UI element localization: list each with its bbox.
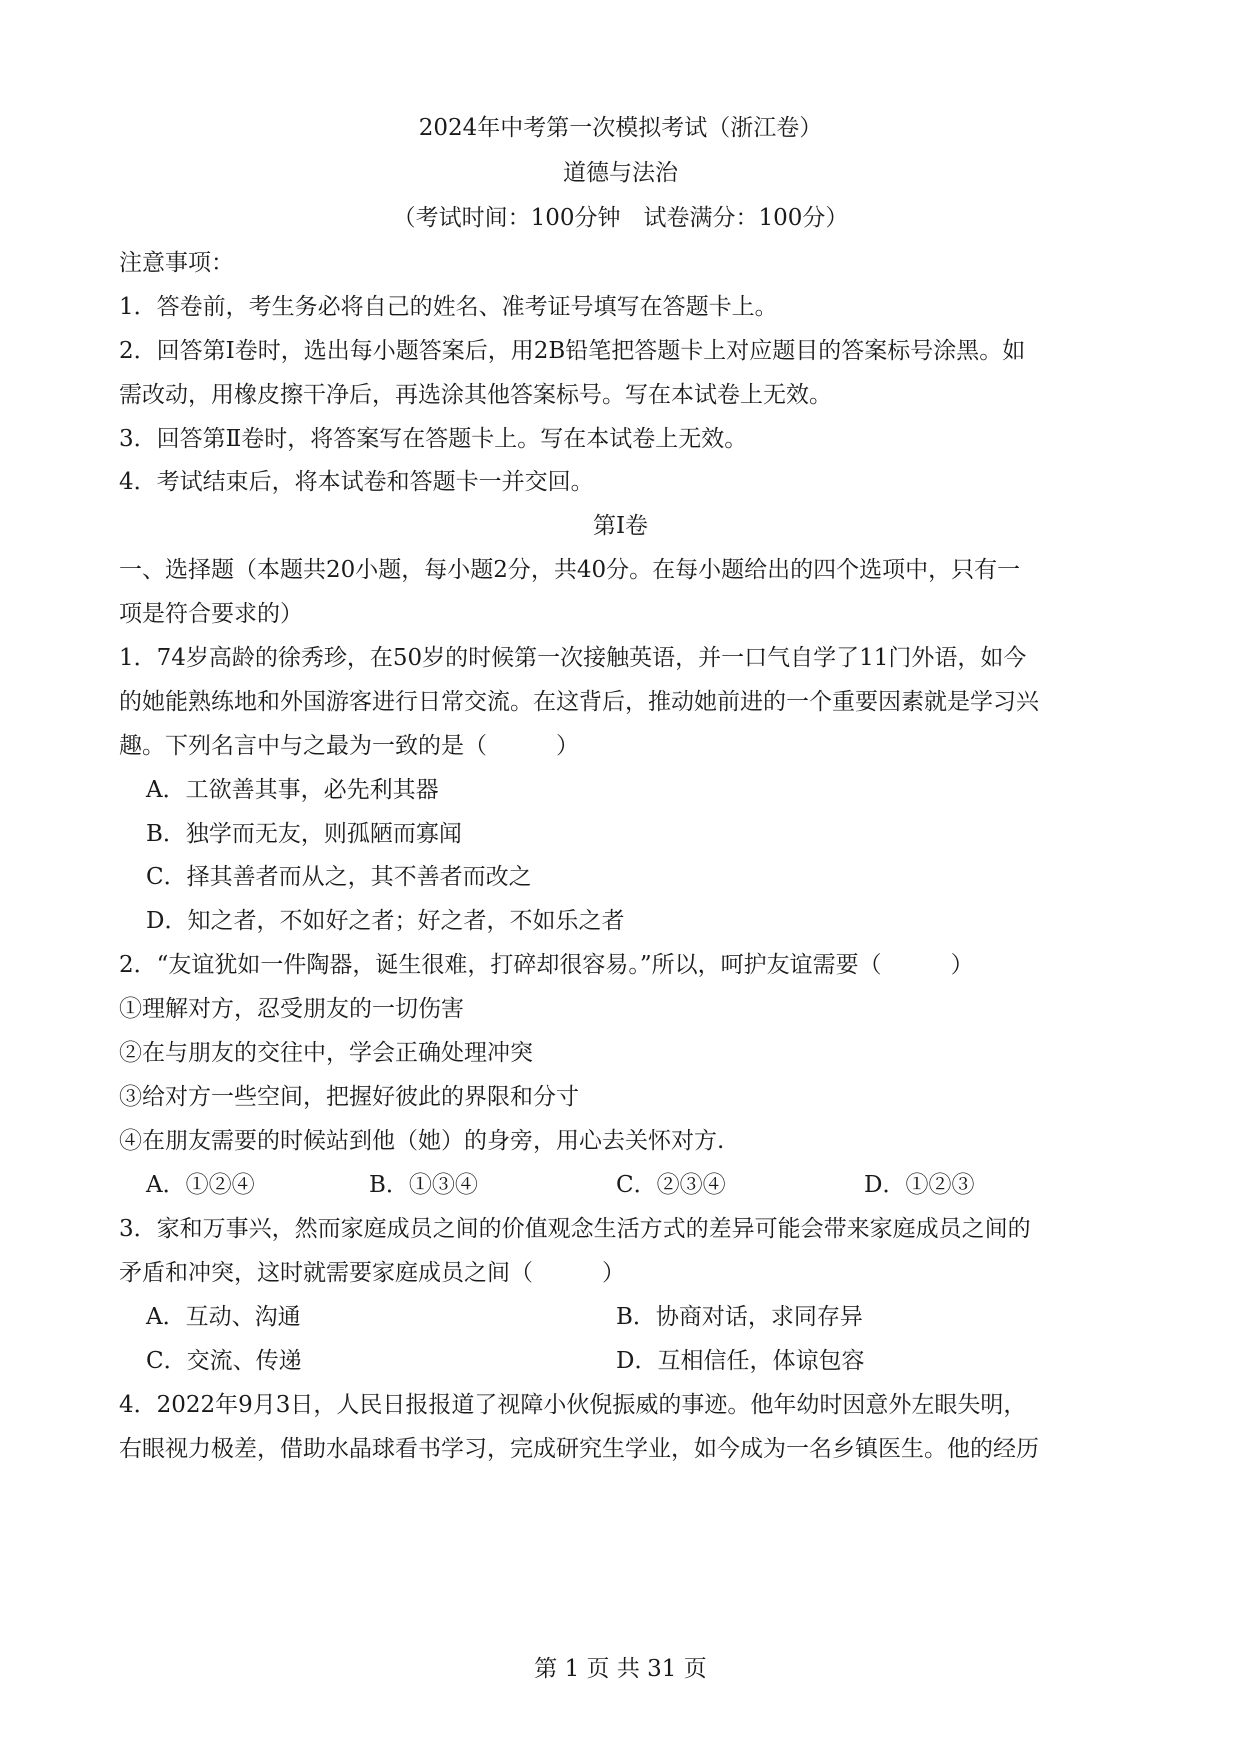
question-1-text: 1．74岁高龄的徐秀珍，在50岁的时候第一次接触英语，并一口气自学了11门外语，如今 xyxy=(119,645,1027,671)
section-instructions: 一、选择题（本题共20小题，每小题2分，共40分。在每小题给出的四个选项中，只有一 xyxy=(119,557,1021,583)
q2-option-b: B．①③④ xyxy=(369,1172,478,1198)
section-instructions: 项是符合要求的） xyxy=(119,601,303,627)
q2-statement: ②在与朋友的交往中，学会正确处理冲突 xyxy=(119,1040,533,1066)
q2-option-c: C．②③④ xyxy=(616,1172,726,1198)
question-3-text: 矛盾和冲突，这时就需要家庭成员之间（ ） xyxy=(119,1260,625,1286)
note-item: 2．回答第Ⅰ卷时，选出每小题答案后，用2B铅笔把答题卡上对应题目的答案标号涂黑。如 xyxy=(119,338,1026,364)
question-1-text: 的她能熟练地和外国游客进行日常交流。在这背后，推动她前进的一个重要因素就是学习兴 xyxy=(119,689,1039,715)
volume-heading: 第Ⅰ卷 xyxy=(592,513,649,539)
question-1-text: 趣。下列名言中与之最为一致的是（ ） xyxy=(119,733,579,759)
q1-option-b: B．独学而无友，则孤陋而寡闻 xyxy=(146,821,462,847)
q2-statement: ①理解对方，忍受朋友的一切伤害 xyxy=(119,996,464,1022)
q3-option-c: C．交流、传递 xyxy=(146,1348,302,1374)
q2-statement: ④在朋友需要的时候站到他（她）的身旁，用心去关怀对方. xyxy=(119,1128,725,1154)
subject-title: 道德与法治 xyxy=(563,160,678,186)
q2-option-d: D．①②③ xyxy=(864,1172,975,1198)
question-4-text: 4．2022年9月3日，人民日报报道了视障小伙倪振威的事迹。他年幼时因意外左眼失明， xyxy=(119,1392,1027,1418)
q1-option-d: D．知之者，不如好之者；好之者，不如乐之者 xyxy=(146,908,625,934)
q2-option-a: A．①②④ xyxy=(146,1172,255,1198)
notes-heading: 注意事项： xyxy=(119,250,234,276)
q1-option-c: C．择其善者而从之，其不善者而改之 xyxy=(146,864,532,890)
note-item: 3．回答第Ⅱ卷时，将答案写在答题卡上。写在本试卷上无效。 xyxy=(119,426,748,452)
q3-option-a: A．互动、沟通 xyxy=(146,1304,301,1330)
question-3-text: 3．家和万事兴，然而家庭成员之间的价值观念生活方式的差异可能会带来家庭成员之间的 xyxy=(119,1216,1031,1242)
q2-statement: ③给对方一些空间，把握好彼此的界限和分寸 xyxy=(119,1084,579,1110)
note-item: 4．考试结束后，将本试卷和答题卡一并交回。 xyxy=(119,469,594,495)
q3-option-b: B．协商对话，求同存异 xyxy=(616,1304,863,1330)
page-number: 第 1 页 共 31 页 xyxy=(534,1656,707,1682)
question-2-text: 2．“友谊犹如一件陶器，诞生很难，打碎却很容易。”所以，呵护友谊需要（ ） xyxy=(119,952,974,978)
exam-time-info: （考试时间：100分钟 试卷满分：100分） xyxy=(392,205,849,231)
exam-title: 2024年中考第一次模拟考试（浙江卷） xyxy=(418,115,823,141)
note-item: 需改动，用橡皮擦干净后，再选涂其他答案标号。写在本试卷上无效。 xyxy=(119,382,832,408)
q3-option-d: D．互相信任，体谅包容 xyxy=(616,1348,865,1374)
note-item: 1．答卷前，考生务必将自己的姓名、准考证号填写在答题卡上。 xyxy=(119,294,778,320)
q1-option-a: A．工欲善其事，必先利其器 xyxy=(146,777,439,803)
question-4-text: 右眼视力极差，借助水晶球看书学习，完成研究生学业，如今成为一名乡镇医生。他的经历 xyxy=(119,1436,1039,1462)
